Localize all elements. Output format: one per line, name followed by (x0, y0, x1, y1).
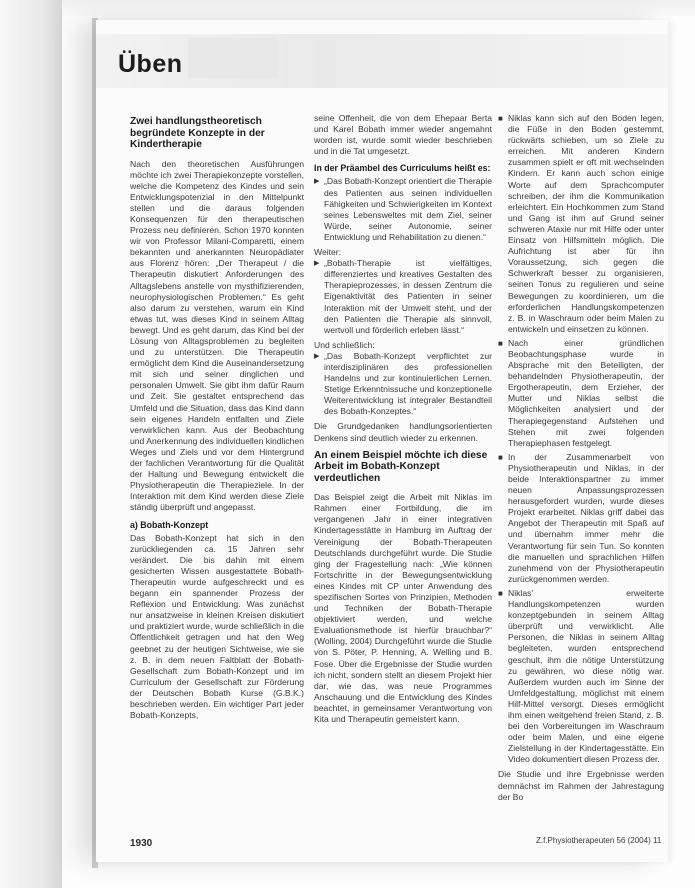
paragraph: Nach den theoretischen Ausführungen möchte ich zwei Therapiekonzepte vorstellen, welche die Kompetenz des Kindes und sein Entwicklungspotenzial in den Mittelpunkt stellen und die daraus folgenden Konsequenzen für den therapeutischen Prozess neu definieren. Schon 1970 konnten wir von Professor Milani-Comparetti, einem bekannten und anerkannten Neuropädiater aus Florenz hören: „Der Therapeut / die Therapeutin diskutiert Anforderungen des Alltagslebens anstelle von mysthifizierenden, neurophysiologischen Problemen.“ Es geht also darum zu verstehen, warum ein Kind etwas tut, was dieses Kind in seinem Alltag bewegt. Und es geht darum, das Kind bei der Lösung von Alltagsproblemen zu begleiten und zu unterstützen. Die Therapeutin ermöglicht dem Kind die Auseinandersetzung mit sich und seiner dinglichen und personalen Umwelt. Sie gibt ihm dafür Raum und Zeit. Sie gestaltet entsprechend das Umfeld und die Situation, dass das Kind dann sein eigenes Handeln entfalten und Ziele verwirklichen kann. Aus der Beobachtung und Anerkennung des individuellen kindlichen Weges und Ziels und vor dem Hintergrund der fachlichen Verantwortung für die Qualität der Haltung und Bewegung entwickelt die Physiotherapeutin die Therapieziele. In der Interaktion mit dem Kind werden diese Ziele ständig überprüft und angepasst. (130, 158, 304, 513)
bullet-item: ■ In der Zusammenarbeit von Physiotherapeutin und Niklas, in der beide Interaktionspartner zu immer neuen Anpassungsprozessen herausgefordert wurden, wurde dieses Projekt erarbeitet. Niklas griff dabei das Angebot der Therapeutin mit Spaß auf und übernahm immer mehr die Verantwortung für sein Tun. So konnten die manuellen und sprachlichen Hilfen zunehmend von der Physiotherapeutin zurückgenommen werden. (498, 452, 664, 585)
bullet-list (498, 113, 664, 765)
column-left (130, 116, 304, 727)
quote-item: ▶ „Das Bobath-Konzept orientiert die Therapie des Patienten aus seinen individuellen Fähigkeiten und Schwierigkeiten im Kontext seines Lebensweltes mit dem Ziel, seiner Würde, seiner Autonomie, seiner Entwicklung und Rehabilitation zu dienen.“ (314, 176, 492, 243)
paragraph: Die Grundgedanken handlungsorientierten Denkens sind deutlich wieder zu erkennen. (314, 421, 492, 443)
section-heading: An einem Beispiel möchte ich diese Arbeit im Bobath-Konzept verdeutlichen (314, 449, 488, 484)
column-middle (314, 113, 492, 731)
quote-list (314, 351, 492, 418)
article-heading: Zwei handlungstheoretisch begründete Konzepte in der Kindertherapie (130, 116, 265, 150)
connector-text: Und schließlich: (314, 339, 375, 350)
lead-text: In der Präambel des Curriculums heißt es: (314, 163, 491, 174)
paragraph: Das Beispiel zeigt die Arbeit mit Niklas im Rahmen einer Fortbildung, die im vergangenen Jahr in einer integrativen Kindertagesstätte in Hamburg im Auftrag der Vereinigung der Bobath-Therapeuten Deutschlands durchgeführt wurde. Die Studie ging der Fragestellung nach: „Wie können Fortschritte in der Bewegungsentwicklung eines Kindes mit CP unter Anwendung des spezifischen Sortes von Prinzipien, Methoden und Techniken der Bobath-Therapie objektiviert werden, und welche Evaluationsmethode ist hierfür brauchbar?“ (Wolling, 2004) Durchgeführt wurde die Studie von S. Pöter, P. Henning, A. Welling und B. Fose. Über die Ergebnisse der Studie wurden ich nicht, sondern stellt an diesem Projekt hier dar, wie das, was neue Programmes Anschauung und die Entwicklung des Kindes beachtet, in gemeinsamer Verantwortung von Kita und Therapeutin gemeistert kann. (314, 492, 492, 724)
journal-citation: Z.f.Physiotherapeuten 56 (2004) 11 (536, 836, 662, 845)
section-title: Üben (118, 50, 183, 78)
bullet-item: ■ Nach einer gründlichen Beobachtungsphase wurde in Absprache mit den Beteiligten, der behandelnden Physiotherapeutin, der Ergotherapeutin, dem Erzieher, der Mutter und Niklas selbst die Möglichkeiten analysiert und der Therapiegegenstand Aufstehen und Stehen mit zwei folgenden Therapiephasen festgelegt. (498, 338, 664, 449)
quote-list (314, 176, 492, 243)
paragraph: seine Offenheit, die von dem Ehepaar Berta und Karel Bobath immer wieder angemahnt worden ist, wurde somit wieder beschrieben und in die Tat umgesetzt. (314, 113, 492, 157)
quote-item: ▶ „Das Bobath-Konzept verpflichtet zur interdisziplinären des professionellen Handelns und zur kontinuierlichen Lernen. Stetige Erkenntnissuche und konzeptionelle Weiterentwicklung ist integraler Bestandteil des Bobath-Konzeptes.“ (314, 351, 492, 418)
scan-top-shadow (0, 0, 695, 16)
column-right (498, 113, 664, 809)
quote-list (314, 258, 492, 336)
quote-item: ▶ „Bobath-Therapie ist vielfältiges, differenziertes und kreatives Gestalten des Therapieprozesses, in dessen Zentrum die Eigenaktivität des Patienten in seiner Interaktion mit der Umwelt steht, und der den Patienten die Therapie als sinnvoll, wertvoll und förderlich erleben lässt.“ (314, 258, 492, 336)
header-decoration (188, 38, 278, 78)
paragraph: Die Studie und ihre Ergebnisse werden demnächst im Rahmen der Jahrestagung der Bo (498, 769, 664, 802)
page-number: 1930 (130, 838, 153, 849)
bullet-item: ■ Niklas kann sich auf den Boden legen, die Füße in den Boden gestemmt, rückwärts schieben, um so Ziele zu erreichen. Mit anderen Kindern zusammen spielt er oft mit wechselnden Kindern. Er kann auch schon einige Worte auf dem Sprachcomputer schreiben, der ihm die Kommunikation erleichtert. Ein Hochkommen zum Stand und Gang ist ihm auf Grund seiner schweren Ataxie nur mit Hilfe oder unter Einsatz von Hilfsmitteln möglich. Die Aufrichtung ist aber für ihn Voraussetzung, sich gegen die Schwerkraft besser zu organisieren, seinen Tonus zu regulieren und seine Bewegungen zu koordinieren, um die erforderlichen Handlungskompetenzen z. B. in Waschraum oder beim Malen zu entwickeln und einsetzen zu können. (498, 113, 664, 335)
magazine-page (96, 20, 668, 862)
bullet-item: ■ Niklas' erweiterte Handlungskompetenzen wurden konzeptgebunden in seinem Alltag überprüft und verwirklicht. Alle Personen, die Niklas in seinem Alltag begleiteten, wurden entsprechend geschult, ihm die nötige Unterstützung zu gewähren, wo diese nötig war. Außerdem wurden auch im Sinne der Umfeldgestaltung, möglichst mit einem Hilf-Mittel versorgt. Dieses ermöglicht ihm einen weitgehend freien Stand, z. B. bei den Vorbereitungen im Waschraum oder beim Malen, und eine eigene Zielstellung in der Kindertagesstätte. Ein Video dokumentiert diesen Prozess der. (498, 588, 664, 766)
paragraph: Das Bobath-Konzept hat sich in den zurückliegenden ca. 15 Jahren sehr verändert. Die bis dahin mit einem gesicherten Wissen ausgestattete Bobath-Therapeutin wurde aufgeschreckt und es begann ein spannender Prozess der Reflexion und Entwicklung. Was zunächst nur ansatzweise in kleinen Kreisen diskutiert und praktiziert wurde, wurde schließlich in die Öffentlichkeit getragen und hat den Weg geebnet zu der heutigen Sichtweise, wie sie z. B. in dem neuen Faltblatt der Bobath-Gesellschaft zum Bobath-Konzept und im Curriculum der Gesellschaft zur Förderung der Deutschen Bobath Kurse (G.B.K.) beschrieben werden. Ein wichtiger Part jeder Bobath-Konzepts, (130, 532, 304, 721)
subheading-bobath: a) Bobath-Konzept (130, 519, 209, 530)
scan-left-shadow (0, 0, 62, 888)
connector-text: Weiter: (314, 247, 342, 258)
